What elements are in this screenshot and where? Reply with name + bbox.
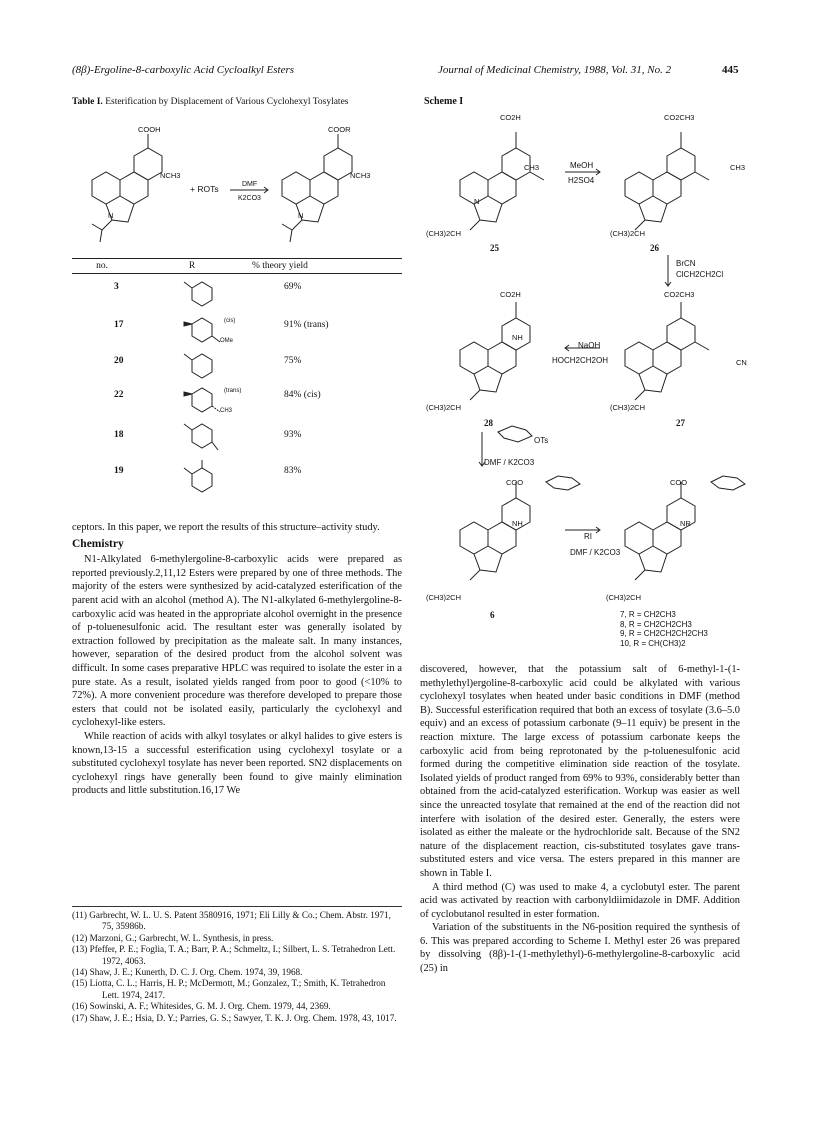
- isopropyl-label: (CH3)2CH: [606, 593, 642, 602]
- row-no: 17: [114, 320, 124, 330]
- isopropyl-label: (CH3)2CH: [426, 229, 462, 238]
- row-yield: 91% (trans): [284, 320, 329, 330]
- paragraph: ceptors. In this paper, we report the results of this structure–activity study.: [72, 522, 380, 533]
- col-header-yield: % theory yield: [252, 259, 402, 274]
- oxocyclohexyl-icon: [180, 456, 220, 504]
- svg-text:NCH3: NCH3: [160, 171, 181, 180]
- compound-25-structure: [460, 132, 544, 230]
- cn-label: CN: [736, 358, 747, 367]
- nh-label: NH: [512, 333, 523, 342]
- compound-26-structure: [625, 132, 709, 230]
- row-no: 18: [114, 430, 124, 440]
- reagent-label: DMF / K2CO3: [484, 458, 535, 467]
- footnote: (12) Marzoni, G.; Garbrecht, W. L. Synthesis, in press.: [72, 932, 274, 943]
- row-no: 20: [114, 356, 124, 366]
- right-column-text: [420, 663, 740, 976]
- table-caption: [72, 96, 402, 108]
- scheme-title: Scheme I: [424, 96, 464, 107]
- ergoline-acid-structure: [92, 134, 162, 242]
- svg-text:COOH: COOH: [138, 125, 161, 134]
- svg-text:COOR: COOR: [328, 125, 351, 134]
- row-no: 22: [114, 390, 124, 400]
- reagent-label: HOCH2CH2OH: [552, 356, 609, 365]
- reagent-label: BrCN: [676, 259, 696, 268]
- row-yield: 84% (cis): [284, 390, 321, 400]
- product-item: 9, R = CH2CH2CH2CH3: [620, 629, 708, 638]
- col-header-r: R: [132, 259, 252, 274]
- svg-text:NCH3: NCH3: [350, 171, 371, 180]
- isopropyl-label: (CH3)2CH: [610, 403, 646, 412]
- compound-number: 6: [490, 610, 495, 620]
- row-stereo-note: (trans): [224, 388, 242, 394]
- co2h-label: CO2H: [500, 113, 521, 122]
- footnote-rule: [72, 906, 402, 907]
- reagent-label: H2SO4: [568, 176, 595, 185]
- co2h-label: CO2H: [500, 290, 521, 299]
- reagent-label: NaOH: [578, 341, 601, 350]
- product-item: 8, R = CH2CH2CH3: [620, 619, 692, 629]
- col-header-no: no.: [72, 259, 132, 274]
- table-reaction-drawing: [72, 120, 402, 260]
- compound-28-structure: [460, 302, 530, 400]
- compound-27-structure: [625, 302, 709, 400]
- svg-text:+ ROTs: + ROTs: [190, 184, 219, 194]
- compound-number: 26: [650, 243, 659, 253]
- reagent-label: OTs: [534, 436, 549, 445]
- ergoline-ester-structure: [282, 134, 352, 242]
- reagent-label: RI: [584, 532, 592, 541]
- footnote: (16) Sowinski, A. F.; Whitesides, G. M. J. Org. Chem. 1979, 44, 2369.: [72, 1001, 331, 1012]
- product-item: 10, R = CH(CH3)2: [620, 638, 686, 648]
- left-column-text: [72, 521, 402, 798]
- product-item: 7, R = CH2CH3: [620, 610, 676, 619]
- reagent-label: DMF / K2CO3: [570, 548, 621, 557]
- oxanyl-icon: [180, 350, 220, 386]
- compound-number: 27: [676, 418, 685, 428]
- row-no: 3: [114, 282, 119, 292]
- co2ch3-label: CO2CH3: [664, 290, 695, 299]
- isopropyl-label: (CH3)2CH: [610, 229, 646, 238]
- row-substituent: CH3: [220, 408, 233, 414]
- footnote: (13) Pfeffer, P. E.; Foglia, T. A.; Barr, P. A.; Schmeltz, I.; Silbert, L. S. Tetrahedron Lett. 1972, 4063.: [72, 944, 396, 966]
- row-yield: 93%: [284, 430, 302, 440]
- row-substituent: OMe: [220, 338, 234, 344]
- row-yield: 69%: [284, 282, 302, 292]
- row-no: 19: [114, 466, 124, 476]
- table-rows: [72, 280, 402, 510]
- paragraph: While reaction of acids with alkyl tosylates or alkyl halides to give esters is known,13-15 a successful esterification using cyclohexyl tosylate or a substituted cyclohexyl tosylate has never been reported. SN2 displacements on cyclohexyl rings have generally been found to give mainly elimination products and little substitution.16,17 We: [72, 730, 402, 797]
- isopropyl-label: (CH3)2CH: [426, 593, 462, 602]
- paragraph: A third method (C) was used to make 4, a cyclobutyl ester. The parent acid was activated by reaction with carbonyldiimidazole in DMF. Addition of cyclobutanol resulted in ester formation.: [420, 881, 740, 920]
- compound-7-10-structure: [625, 476, 745, 580]
- nh-label: NH: [512, 519, 523, 528]
- compound-6-structure: [460, 476, 580, 580]
- svg-text:N: N: [298, 211, 304, 220]
- footnotes: [72, 910, 402, 1024]
- nr-label: NR: [680, 519, 691, 528]
- svg-text:K2CO3: K2CO3: [238, 195, 261, 202]
- compound-number: 25: [490, 243, 499, 253]
- n-label: N: [474, 197, 480, 206]
- reagent-label: ClCH2CH2Cl: [676, 270, 724, 279]
- ch3-label: CH3: [524, 163, 540, 172]
- esters-table: [72, 258, 402, 274]
- svg-text:N: N: [108, 211, 114, 220]
- page-number: 445: [722, 64, 739, 76]
- svg-text:DMF: DMF: [242, 181, 258, 188]
- paragraph: discovered, however, that the potassium salt of 6-methyl-1-(1-methylethyl)ergoline-8-carboxylic acid could be alkylated with various cyclohexyl tosylates when heated under basic conditions in DMF (method B). Successful esterification required that both an excess of tosylate (3.6–5.0 equiv) and an excess of potassium carbonate (9–11 equiv) be present in the reaction mixture. The large excess of potassium carbonate keeps the carboxylic acid from being reprotonated by the p-toluenesulfonic acid formed during the competitive elimination side reaction of the tosylate. Isolated yields of product ranged from 69% to 93%, considerably better than obtained from the acid-catalyzed esterification. Workup was easier as well since the unreacted tosylate that remained at the end of the reaction did not interfere with isolation of the desired ester. Generally, the esters were isolated as either the maleate or the hydrochloride salt. Because of the SN2 nature of the displacement reaction, cis-substituted tosylates gave trans-substituted esters and vice versa. The esters prepared in this manner are shown in Table I.: [420, 664, 740, 879]
- table-label: Table I.: [72, 97, 103, 107]
- paragraph: N1-Alkylated 6-methylergoline-8-carboxylic acids were prepared as reported previously.2,11,12 Esters were prepared by one of three methods. The majority of the esters were synthesized by acid-catalyzed esterification of the parent acid with an alcohol (method A). The N1-alkylated 6-methylergoline-8-carboxylic acid was heated in the appropriate alcohol overnight in the presence of p-toluenesulfonic acid. The resultant ester was generally isolated by extraction followed by precipitation as the maleate salt. In many instances, however, separation of the desired product from the alcohol solvent was difficult. In some cases preparative HPLC was required to isolate the ester in a pure state. As a result, isolated yields ranged from poor to good (<10% to 72%). A more convenient procedure was therefore developed to prepare those esters that could not be isolated easily, particularly the cyclohexyl and cyclohexyl-like esters.: [72, 554, 402, 729]
- footnote: (15) Liotta, C. L.; Harris, H. P.; McDermott, M.; Gonzalez, T.; Smith, K. Tetrahedron Lett. 1974, 2417.: [72, 978, 386, 1000]
- row-yield: 75%: [284, 356, 302, 366]
- paragraph: Variation of the substituents in the N6-position required the synthesis of 6. This was prepared according to Scheme I. Methyl ester 26 was prepared by dissolving (8β)-1-(1-methylethyl)-6-methylergoline-8-carboxylic acid (25) in: [420, 922, 740, 975]
- footnote: (14) Shaw, J. E.; Kunerth, D. C. J. Org. Chem. 1974, 39, 1968.: [72, 967, 303, 978]
- row-yield: 83%: [284, 466, 302, 476]
- footnote: (17) Shaw, J. E.; Hsia, D. Y.; Parries, G. S.; Sawyer, T. K. J. Org. Chem. 1978, 43, 1017.: [72, 1012, 397, 1023]
- co2ch3-label: CO2CH3: [664, 113, 695, 122]
- table-caption-text: Esterification by Displacement of Various Cyclohexyl Tosylates: [105, 97, 349, 107]
- oxocyclohexyl-icon: [180, 420, 240, 456]
- isopropyl-label: (CH3)2CH: [426, 403, 462, 412]
- ester-label: COO: [506, 478, 524, 487]
- ester-label: COO: [670, 478, 688, 487]
- running-header-left: (8β)-Ergoline-8-carboxylic Acid Cycloalkyl Esters: [72, 64, 295, 76]
- row-stereo-note: (cis): [224, 318, 236, 324]
- cyclohexyl-icon: [180, 280, 220, 316]
- product-list: [620, 610, 708, 648]
- section-heading: Chemistry: [72, 537, 124, 550]
- ch3-label: CH3: [730, 163, 746, 172]
- running-header-journal: Journal of Medicinal Chemistry, 1988, Vol. 31, No. 2: [438, 64, 672, 76]
- footnote: (11) Garbrecht, W. L. U. S. Patent 3580916, 1971; Eli Lilly & Co.; Chem. Abstr. 1971, 75, 35986b.: [72, 910, 391, 932]
- reagent-label: MeOH: [570, 161, 594, 170]
- compound-number: 28: [484, 418, 493, 428]
